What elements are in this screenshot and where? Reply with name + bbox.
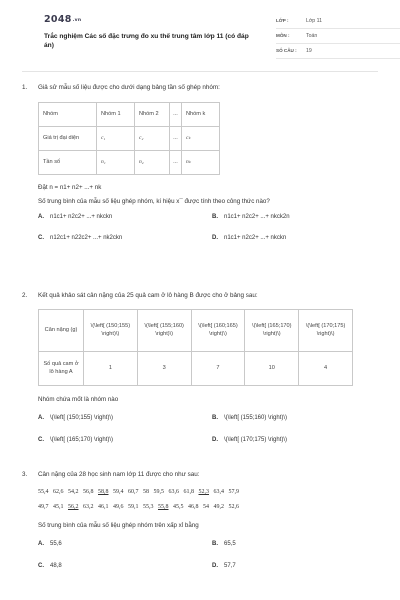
answer-options [22,541,382,555]
option-a[interactable] [38,214,112,222]
option-text: n1c1+ n2c2+ ...+ nkckn [224,235,287,242]
option-c[interactable] [38,235,122,243]
data-value: 46,1 [98,504,109,511]
option-text: 55,6 [50,540,62,547]
meta-info [276,16,400,61]
data-value: 49,2 [213,504,224,511]
data-value: 63,6 [168,488,179,495]
table-cell: ... [170,102,182,126]
option-letter: A. [38,540,44,547]
table-cell: ... [170,150,182,174]
data-value: 45,1 [53,504,64,511]
question-prompt: Nhóm chứa mốt là nhóm nào [38,395,119,403]
table-cell: Nhóm 1 [97,102,135,126]
question-text: Cân nặng của 28 học sinh nam lớp 11 được cho như sau: [38,471,200,478]
frequency-table [38,102,220,175]
question-stem [22,84,382,92]
data-value: 55,3 [143,504,154,511]
table-cell: \(\left[ (155;160) \right)\) [137,309,191,351]
question-number: 3. [22,471,28,478]
table-cell: \(\left[ (150;155) \right)\) [84,309,138,351]
data-value: 58,8 [98,488,109,495]
data-value: 63,4 [213,488,224,495]
option-letter: B. [212,214,218,221]
table-cell: n₁ [97,150,135,174]
question-number: 1. [22,84,28,91]
question-prompt: Số trung bình của mẫu số liệu ghép nhóm, kí hiệu x¯ được tính theo công thức nào? [38,197,270,205]
data-value: 57,9 [228,488,239,495]
logo-suffix: .vn [72,18,82,23]
meta-label: MÔN : [276,33,290,38]
option-letter: A. [38,414,44,421]
data-value: 54,2 [68,488,79,495]
table-cell: 7 [191,351,245,385]
question-body [22,102,382,206]
data-value: 59,1 [128,504,139,511]
site-logo[interactable] [44,14,81,26]
option-text: \(\left[ (155;160) \right)\) [224,414,288,421]
data-value: 58 [143,488,149,495]
data-value: 55,8 [158,504,169,511]
data-values-row-1 [38,489,382,497]
data-values-row-2 [38,504,382,512]
table-cell: cₖ [182,126,220,150]
data-value: 59,4 [113,488,124,495]
table-cell: nₖ [182,150,220,174]
data-value: 55,4 [38,488,49,495]
table-cell: c₂ [135,126,170,150]
logo-main: 2048 [44,14,72,25]
option-a[interactable] [38,541,62,549]
option-letter: D. [212,436,218,443]
data-value: 59,5 [153,488,164,495]
option-letter: C. [38,436,44,443]
data-value: 45,5 [173,504,184,511]
meta-label: LỚP : [276,18,289,23]
table-cell: c₁ [97,126,135,150]
answer-options [22,235,382,249]
answer-options [22,437,382,451]
question-body [22,489,382,530]
table-cell: Nhóm k [182,102,220,126]
question-1 [22,84,382,249]
option-text: \(\left[ (165;170) \right)\) [50,436,114,443]
question-body [22,309,382,404]
table-row [39,150,220,174]
option-text: 57,7 [224,562,236,569]
question-stem [22,292,382,300]
table-cell: \(\left[ (160;165) \right)\) [191,309,245,351]
option-letter: B. [212,540,218,547]
option-b[interactable] [212,415,287,423]
meta-row-subject [276,31,400,44]
table-cell: Tần số [39,150,97,174]
question-3 [22,471,382,577]
table-cell: 3 [137,351,191,385]
data-value: 62,6 [53,488,64,495]
data-value: 63,2 [83,504,94,511]
option-text: n1c1+ n2c2+ ...+ nkck2n [224,214,290,221]
table-cell: n₂ [135,150,170,174]
option-text: 48,8 [50,562,62,569]
data-value: 46,8 [188,504,199,511]
option-b[interactable] [212,214,290,222]
meta-label: SỐ CÂU : [276,48,297,53]
answer-options [22,214,382,228]
table-cell: Số quả cam ở lô hàng A [39,351,84,385]
meta-value: Lớp 11 [306,18,322,24]
option-a[interactable] [38,415,113,423]
note-text: Đặt n = n1+ n2+ ...+ nk [38,183,102,191]
table-row [39,102,220,126]
header [22,0,378,72]
data-value: 54 [203,504,209,511]
option-c[interactable] [38,563,62,571]
meta-row-class [276,16,400,29]
meta-row-count [276,46,400,59]
table-cell: Giá trị đại diện [39,126,97,150]
option-text: n1c1+ n2c2+ ...+ nkckn [50,214,113,221]
data-value: 56,8 [83,488,94,495]
option-letter: A. [38,214,44,221]
answer-options [22,415,382,429]
table-cell: \(\left[ (165;170) \right)\) [245,309,299,351]
option-text: \(\left[ (150;155) \right)\) [50,414,114,421]
table-row [39,126,220,150]
data-value: 49,7 [38,504,49,511]
question-text: Kết quả khảo sát cân nặng của 25 quả cam ở lô hàng B được cho ở bảng sau: [38,292,258,299]
question-text: Giả sử mẫu số liệu được cho dưới dạng bảng tần số ghép nhóm: [38,84,220,91]
table-cell: 10 [245,351,299,385]
table-row [39,309,353,351]
option-text: \(\left[ (170;175) \right)\) [224,436,288,443]
table-cell: 1 [84,351,138,385]
data-value: 52,3 [198,488,209,495]
weight-table [38,309,353,386]
option-text: n12c1+ n22c2+ ...+ nk2ckn [50,235,123,242]
option-letter: B. [212,414,218,421]
table-cell: Cân nặng (g) [39,309,84,351]
option-b[interactable] [212,541,236,549]
option-d[interactable] [212,563,236,571]
table-cell: 4 [299,351,353,385]
data-value: 56,2 [68,504,79,511]
table-cell: \(\left[ (170;175) \right)\) [299,309,353,351]
option-letter: D. [212,235,218,242]
option-letter: C. [38,235,44,242]
data-value: 49,6 [113,504,124,511]
meta-value: Toán [306,33,318,39]
answer-options [22,563,382,577]
question-prompt: Số trung bình của mẫu số liệu ghép nhóm trên xấp xỉ bằng [38,521,199,529]
option-letter: C. [38,562,44,569]
table-cell: Nhóm [39,102,97,126]
table-row [39,351,353,385]
option-letter: D. [212,562,218,569]
question-2 [22,292,382,451]
table-cell: ... [170,126,182,150]
data-value: 61,8 [183,488,194,495]
meta-value: 19 [306,48,312,54]
option-text: 65,5 [224,540,236,547]
document-title: Trắc nghiệm Các số đặc trưng đo xu thế trung tâm lớp 11 (có đáp án) [44,33,249,49]
question-number: 2. [22,292,28,299]
option-c[interactable] [38,437,113,445]
option-d[interactable] [212,235,286,243]
table-cell: Nhóm 2 [135,102,170,126]
question-stem [22,471,382,479]
data-value: 60,7 [128,488,139,495]
option-d[interactable] [212,437,287,445]
data-value: 52,6 [228,504,239,511]
